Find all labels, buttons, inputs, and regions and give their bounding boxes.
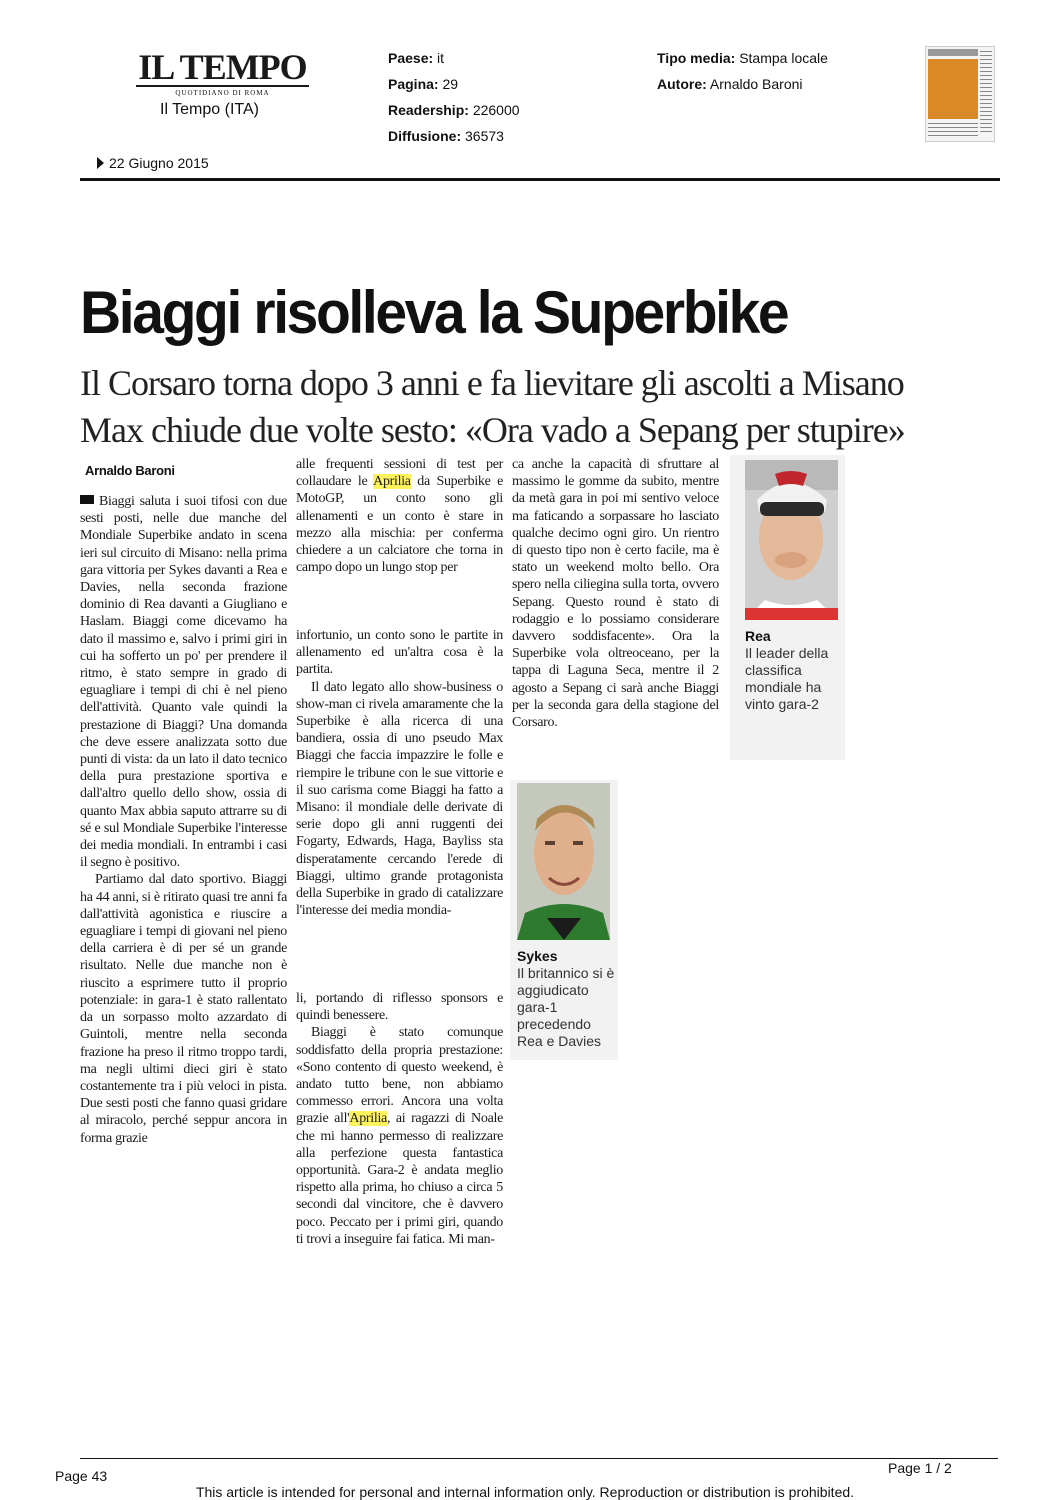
disclaimer: This article is intended for personal and internal information only. Reproduction or distribution is prohibited. — [195, 1484, 855, 1500]
paragraph-marker-icon — [80, 495, 94, 504]
meta-media-type: Tipo media: Stampa locale — [657, 50, 828, 66]
article-column-2-top: alle frequenti sessioni di test per collaudare le Aprilia da Superbike e MotoGP, un conto sono gli allenamenti e un conto è stare in mezzo alla mischia: per conferma chiedere a un calciatore che torna in campo dopo un lungo stop per — [296, 457, 503, 576]
source-name: Il Tempo (ITA) — [160, 101, 259, 118]
meta-page: Pagina: 29 — [388, 76, 459, 92]
article-column-2-middle: infortunio, un conto sono le partite in allenamento ed un'altra cosa è la partita. Il dato legato allo show-business o show-man ci rivela amaramente che la Superbike è alla ricerca di una bandiera, ossia di uno pseudo Max Biaggi che faccia impazzire le folle e riempire le tribune con le sue vittorie e il suo carisma come Biaggi ha fatto a Misano: il mondiale delle derivate di serie dopo gli anni ruggenti dei Fogarty, Edwards, Haga, Bayliss sta disperatamente cercando l'erede di Biaggi, ultimo grande protagonista della Superbike in grado di catalizzare l'interesse dei media mondia- — [296, 628, 503, 919]
logo-subtitle: QUOTIDIANO DI ROMA — [175, 89, 270, 97]
arrow-right-icon — [97, 157, 104, 169]
header-divider — [80, 178, 1000, 181]
meta-circulation: Diffusione: 36573 — [388, 128, 504, 144]
meta-right — [657, 45, 828, 97]
meta-author: Autore: Arnaldo Baroni — [657, 76, 803, 92]
byline: Arnaldo Baroni — [85, 463, 175, 478]
caption-sykes: Sykes Il britannico si è aggiudicato gara-1 precedendo Rea e Davies — [517, 948, 615, 1049]
meta-country: Paese: it — [388, 50, 445, 66]
caption-rea: Rea Il leader della classifica mondiale ha vinto gara-2 — [745, 628, 829, 712]
meta-left — [388, 45, 520, 149]
footer-divider — [80, 1458, 998, 1459]
newspaper-logo — [125, 47, 320, 97]
logo-text: IL TEMPO — [138, 47, 307, 87]
page-number-right: Page 1 / 2 — [888, 1460, 952, 1476]
page-thumbnail — [925, 46, 995, 142]
article-column-3: ca anche la capacità di sfruttare al massimo le gomme da subito, mentre da metà gara in poi mi sentivo veloce ma faticando a sorpassare ho lasciato qualche decimo ogni giro. Un rientro di questo tipo non è certo facile, ma è stato un weekend molto bello. Ora spero nella ciliegina sulla torta, ovvero Sepang. Questo round è stato di rodaggio e lo possiamo considerare davvero soddisfacente». Ora la Superbike vola oltreoceano, per la tappa di Laguna Seca, mentre il 2 agosto a Sepang ci sarà anche Biaggi per la seconda gara della stagione del Corsaro. — [512, 457, 719, 731]
headline: Biaggi risolleva la Superbike — [80, 279, 788, 346]
article-column-2-bottom: li, portando di riflesso sponsors e quindi benessere. Biaggi è stato comunque soddisfatto della propria prestazione: «Sono contento di questo weekend, è andato tutto bene, non abbiamo commesso errori. Ancora una volta grazie all'Aprilia, ai ragazzi di Noale che mi hanno permesso di realizzare alla perfezione questa fantastica opportunità. Gara-2 è andata meglio rispetto alla prima, ho chiuso a circa 5 secondi dal vincitore, che è davvero poco. Peccato per i primi giri, quando ti trovi a inseguire fai fatica. Mi man- — [296, 991, 503, 1247]
subheadline: Il Corsaro torna dopo 3 anni e fa lievitare gli ascolti a Misano Max chiude due volte sesto: «Ora vado a Sepang per stupire» — [80, 363, 905, 450]
page-number-left: Page 43 — [55, 1468, 108, 1484]
meta-readership: Readership: 226000 — [388, 102, 520, 118]
photo-rea — [745, 460, 838, 620]
highlight-aprilia: Aprilia — [349, 1111, 387, 1127]
article-column-1: Biaggi saluta i suoi tifosi con due sesti posti, nelle due manche del Mondiale Superbike andato in scena ieri sul circuito di Misano: nella prima gara vittoria per Sykes davanti a Rea e Davies, nella seconda frazione dominio di Rea davanti a Giugliano e Haslam. Biaggi come dicevamo ha dato il massimo e, salvo i primi giri in cui ha sofferto un po' per prendere il ritmo, è stato sempre in grado di eguagliare i tempi di chi è nel pieno dell'attività. Quanto vale quindi la prestazione di Biaggi? Una domanda che deve essere analizzata sotto due punti di vista: da un lato il dato tecnico della pura prestazione sportiva e dall'altro quello dello show, ossia di quanto Max abbia saputo attrarre su di sé e sul Mondiale Superbike l'interesse dei media mondiali. In entrambi i casi il segno è positivo. Partiamo dal dato sportivo. Biaggi ha 44 anni, si è ritirato quasi tre anni fa dall'attività agonistica e riuscire a eguagliare i tempi di giovani nel pieno della carriera è di per sé un grande risultato. Nelle due manche non è riuscito a esprimere tutto il proprio potenziale: in gara-1 è stato rallentato da un sorpasso molto azzardato di Guintoli, mentre nella seconda frazione ha preso il ritmo troppo tardi, ma negli ultimi dieci giri è stato costantemente tra i più veloci in pista. Due sesti posti che fanno quasi gridare al miracolo, perché seppur ancora in forma grazie — [80, 494, 287, 1146]
article-date: 22 Giugno 2015 — [97, 155, 209, 171]
portrait-sykes-icon — [517, 783, 610, 940]
portrait-rea-icon — [745, 460, 838, 620]
highlight-aprilia: Aprilia — [373, 474, 411, 490]
photo-sykes — [517, 783, 610, 940]
